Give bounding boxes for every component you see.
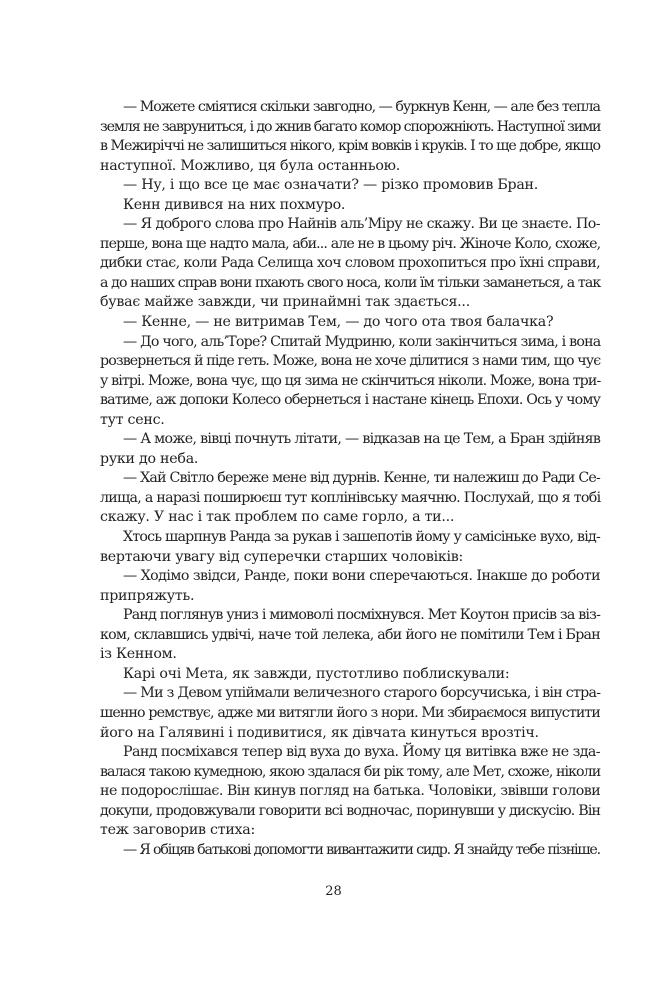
text-line: шенно ремствує, адже ми витягли його з нори. Ми збираємося випустити (100, 704, 600, 721)
text-line: дибки стає, коли Рада Селища хоч словом прохопиться про їхні справи, (100, 255, 600, 272)
text-line: — Ну, і що все це має означати? — різко промовив Бран. (123, 177, 538, 194)
page-number: 28 (325, 884, 342, 899)
text-line: — Ходімо звідси, Ранде, поки вони сперечаються. Інакше до роботи (123, 568, 600, 585)
text-line: — Кенне, — не витримав Тем, — до чого ота твоя балачка? (123, 314, 554, 331)
text-line: — Ми з Девом упіймали величезного старого борсучиська, і він стра- (123, 685, 601, 702)
text-line: ком, склавшись удвічі, наче той лелека, аби його не помітили Тем і Бран (100, 626, 600, 643)
text-line: розвернеться й піде геть. Може, вона не хоче ділитися з нами тим, що чує (100, 353, 601, 370)
text-line: — Можете сміятися скільки завгодно, — буркнув Кенн, — але без тепла (123, 99, 600, 115)
text-line: вертаючи увагу від суперечки старших чоловіків: (100, 548, 464, 565)
text-line: в Межиріччі не залишиться нікого, крім вовків і круків. І то ще добре, якщо (100, 138, 600, 155)
text-line: ватиме, аж допоки Колесо обернеться і настане кінець Епохи. Ось у чому (100, 392, 601, 409)
text-line: теж заговорив стиха: (100, 822, 256, 839)
text-line: — Я обіцяв батькові допомогти вивантажити сидр. Я знайду тебе пізніше. (123, 841, 600, 858)
text-line: із Кенном. (100, 646, 177, 663)
text-line: а до наших справ вони пхають свого носа, коли їм тільки заманеться, а так (100, 274, 601, 291)
text-line: Хтось шарпнув Ранда за рукав і зашепотів йому у самісіньке вухо, від- (123, 529, 600, 546)
text-line: земля не завруниться, і до жнив багато комор спорожніють. Наступної зими (100, 118, 601, 135)
text-line: валася такою кумедною, якою здалася би рік тому, але Мет, схоже, ніколи (100, 763, 601, 780)
text-line: тут сенс. (100, 411, 165, 428)
text-line: лища, а наразі поширюєш тут коплінівську маячню. Послухай, що я тобі (100, 489, 601, 506)
text-line: руки до неба. (100, 450, 199, 467)
text-line: — Я доброго слова про Найнів аль’Міру не скажу. Ви це знаєте. По- (123, 216, 600, 233)
text-line: Ранд поглянув униз і мимоволі посміхнувся. Мет Коутон присів за віз- (123, 607, 601, 624)
text-line: докупи, продовжували говорити всі водночас, поринувши у дискусію. Він (100, 802, 601, 819)
text-line: наступної. Можливо, ця була останньою. (100, 157, 400, 174)
body-text (100, 98, 600, 860)
text-line: перше, вона ще надто мала, аби... але не в цьому річ. Жіноче Коло, схоже, (100, 235, 601, 252)
text-line: — Хай Світло береже мене від дурнів. Кенне, ти належиш до Ради Се- (123, 470, 600, 487)
text-line: Кенн дивився на них похмуро. (123, 196, 346, 213)
text-line: — А може, вівці почнуть літати, — відказав на це Тем, а Бран здійняв (123, 431, 601, 448)
text-line: скажу. У нас і так проблем по саме горло, а ти... (100, 509, 455, 526)
text-line: буває майже завжди, чи принаймні так здається... (100, 294, 470, 311)
text-line: у вітрі. Може, вона чує, що ця зима не скінчиться ніколи. Може, вона три- (100, 372, 601, 389)
text-line: не подорослішає. Він кинув погляд на батька. Чоловіки, звівши голови (100, 783, 601, 800)
text-line: припряжуть. (100, 587, 195, 604)
text-line: Ранд посміхався тепер від вуха до вуха. Йому ця витівка вже не зда- (123, 744, 600, 761)
text-line: — До чого, аль’Торе? Спитай Мудриню, коли закінчиться зима, і вона (123, 333, 601, 350)
text-line: його на Галявині і подивитися, як дівчата кинуться врозтіч. (100, 724, 539, 741)
text-line: Карі очі Мета, як завжди, пустотливо поблискували: (123, 665, 510, 682)
